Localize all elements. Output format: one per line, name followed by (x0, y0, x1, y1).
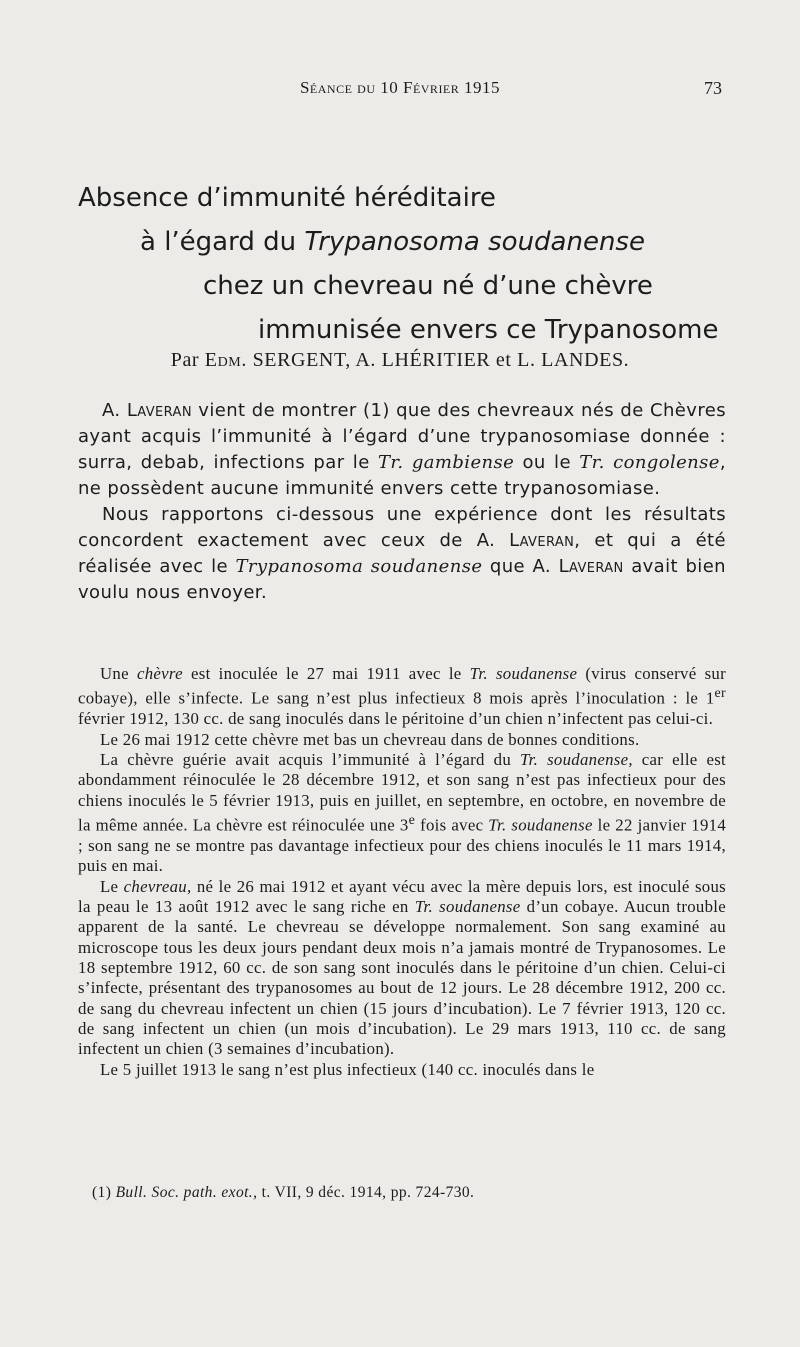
species-name: Tr. soudanense, (519, 749, 633, 769)
author-edm: Edm. (204, 349, 247, 371)
running-title: Séance du 10 Février 1915 (299, 78, 501, 97)
authors-prefix: Par (170, 349, 205, 371)
species-name: Tr. soudanense (414, 896, 521, 916)
body-paragraph-1: Une chèvre est inoculée le 27 mai 1911 avec le Tr. soudanense (virus conservé sur cobaye), elle s’infecte. Le sang n’est plus infectieux 8 mois après l’inoculation : le 1er février 1912, 130 cc. de sang inoculés dans le péritoine d’un chien n’infectent pas celui-ci. (78, 664, 727, 729)
author-ref: Laveran (509, 530, 575, 551)
body-paragraph-4: Le chevreau, né le 26 mai 1912 et ayant vécu avec la mère depuis lors, est inoculé sous la peau le 13 août 1912 avec le sang riche en Tr. soudanense d’un cobaye. Aucun trouble apparent de la santé. Le chevreau se développe normalement. Son sang examiné au microscope tous les deux jours pendant deux mois n’a jamais montré de Trypanosomes. Le 18 septembre 1912, 60 cc. de son sang sont inoculés dans le péritoine d’un chien. Celui-ci s’infecte, présentant des trypanosomes au bout de 12 jours. Le 28 décembre 1912, 200 cc. de sang du chevreau infectent un chien (15 jours d’incubation). Le 7 février 1913, 120 cc. de sang infectent un chien (un mois d’incubation). Le 29 mars 1913, 110 cc. de sang infectent un chien (3 semaines d’incubation). (78, 876, 727, 1059)
authors-line (0, 349, 800, 372)
species-name: Trypanosoma soudanense (235, 556, 483, 577)
author-names: SERGENT, A. LHÉRITIER et L. LANDES. (246, 349, 630, 371)
title-species: Trypanosoma soudanense (304, 227, 645, 257)
title-line-2 (140, 220, 645, 264)
author-ref: Laveran (126, 400, 192, 421)
species-name: Tr. soudanense (469, 664, 578, 683)
species-name: Tr. gambiense (378, 452, 515, 473)
body-paragraph-2: Le 26 mai 1912 cette chèvre met bas un chevreau dans de bonnes conditions. (100, 729, 640, 749)
intro-paragraph-1: A. Laveran vient de montrer (1) que des chevreaux nés de Chèvres ayant acquis l’immunité à l’égard d’une trypanosomiase donnée : surra, debab, infections par le Tr. gambiense ou le Tr. congolense, ne possèdent aucune immunité envers cette trypanosomiase. (78, 400, 726, 499)
running-header (0, 78, 800, 102)
title-line-3: chez un chevreau né d’une chèvre (203, 271, 653, 301)
species-name: Tr. congolense (579, 452, 720, 473)
body-paragraph-5: Le 5 juillet 1913 le sang n’est plus infectieux (140 cc. inoculés dans le (100, 1059, 595, 1079)
intro-section (78, 398, 726, 606)
author-ref: Laveran (558, 556, 624, 577)
intro-paragraph-2: Nous rapportons ci-dessous une expérience dont les résultats concordent exactement avec ceux de A. Laveran, et qui a été réalisée avec le Trypanosoma soudanense que A. Laveran avait bien voulu nous envoyer. (78, 504, 726, 603)
page-number: 73 (704, 78, 722, 98)
title-line-1: Absence d’immunité héréditaire (78, 183, 496, 213)
title-line-2-text: à l’égard du (140, 227, 305, 257)
species-name: Tr. soudanense (488, 815, 593, 835)
footnote: (1) Bull. Soc. path. exot., t. VII, 9 déc. 1914, pp. 724-730. (92, 1184, 475, 1201)
experiment-text (78, 664, 726, 1080)
footnote-reference: Bull. Soc. path. exot. (115, 1184, 254, 1201)
title-line-4: immunisée envers ce Trypanosome (258, 315, 719, 345)
body-paragraph-3: La chèvre guérie avait acquis l’immunité à l’égard du Tr. soudanense, car elle est abondamment réinoculée le 28 décembre 1912, et son sang n’est pas infectieux pour des chiens inoculés le 5 février 1913, puis en juillet, en septembre, en octobre, en novembre de la même année. La chèvre est réinoculée une 3e fois avec Tr. soudanense le 22 janvier 1914 ; son sang ne se montre pas davantage infectieux pour des chiens inoculés le 11 mars 1914, puis en mai. (78, 749, 727, 876)
